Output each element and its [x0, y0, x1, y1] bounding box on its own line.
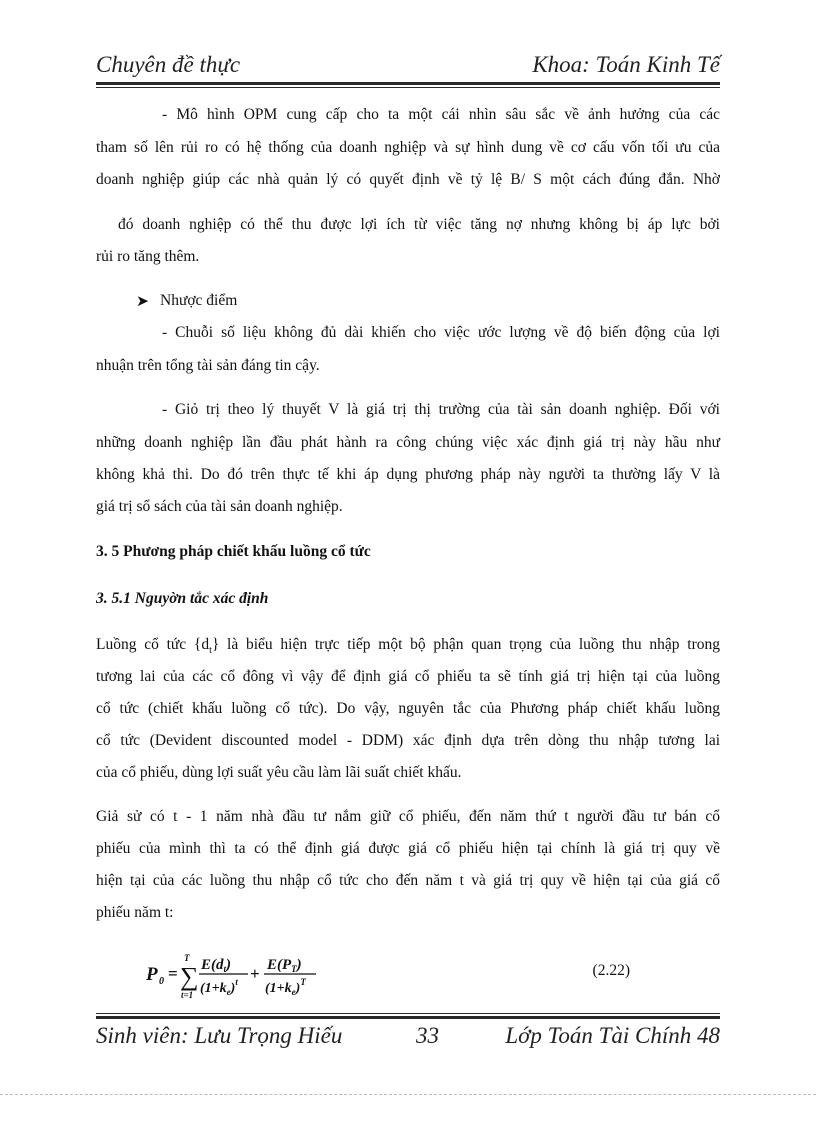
formula-term1-den: $(1+k_e)^t$	[200, 977, 238, 997]
text-line: - Giỏ trị theo lý thuyết V là giá trị thị trường của tài sản doanh nghiệp. Đối với	[162, 401, 720, 418]
footer-rule-thick	[96, 1016, 720, 1019]
text-line: của cổ phiếu, dùng lợi suất yêu cầu làm lãi suất chiết khấu.	[96, 764, 462, 781]
text-line: - Chuỗi số liệu không đủ dài khiến cho việc ước lượng về độ biến động của lợi	[162, 324, 720, 341]
text-line: tương lai của các cổ đông vì vậy để định giá cổ phiếu ta sẽ tính giá trị hiện tại của luồng	[96, 668, 720, 685]
text-line: phiếu của mình thì ta có thể định giá được giá cổ phiếu hiện tại chính là giá trị quy về	[96, 840, 720, 857]
page-number: 33	[416, 1023, 439, 1048]
header-rule-thin	[96, 87, 720, 88]
text-line: không khả thi. Do đó trên thực tế khi áp dụng phương pháp này người ta thường lấy V là	[96, 466, 720, 483]
formula-term2-num: $E(P_T)$	[267, 957, 302, 974]
text-line: cổ tức (Devident discounted model - DDM) xác định dựa trên dòng thu nhập tương lai	[96, 732, 720, 749]
footer-student-name: Sinh viên: Lưu Trọng Hiếu	[96, 1023, 343, 1048]
text-line: hiện tại của các luồng thu nhập cổ tức cho đến năm t và giá trị quy về hiện tại của giá cổ	[96, 872, 720, 889]
text-line: những doanh nghiệp lần đầu phát hành ra công chúng việc xác định giá trị này hầu như	[96, 434, 720, 451]
text-line: nhuận trên tổng tài sản đáng tin cậy.	[96, 357, 320, 374]
formula-graphic	[144, 946, 344, 1006]
text-line: đó doanh nghiệp có thể thu được lợi ích từ việc tăng nợ nhưng không bị áp lực bởi	[118, 216, 720, 233]
text-line: giá trị sổ sách của tài sản doanh nghiệp.	[96, 498, 343, 515]
page-header	[96, 48, 720, 80]
bullet-label: Nhược điểm	[160, 292, 238, 309]
text-line: doanh nghiệp giúp các nhà quản lý có quyết định về tỷ lệ B/ S một cách đúng đắn. Nhờ	[96, 171, 720, 188]
header-rule-thick	[96, 82, 720, 85]
equation-2-22	[144, 946, 720, 1006]
text-line: - Mô hình OPM cung cấp cho ta một cái nhìn sâu sắc về ảnh hưởng của các	[162, 106, 720, 123]
sigma-icon: ∑	[180, 962, 199, 991]
text-line: Luồng cổ tức $\{d_t\}$ là biểu hiện trực tiếp một bộ phận quan trọng của luồng thu nhập trong	[96, 636, 720, 657]
text-line: tham số lên rủi ro có hệ thống của doanh nghiệp và sự hình dung về cơ cấu vốn tối ưu của	[96, 139, 720, 156]
formula-plus: +	[250, 964, 260, 983]
text-line: phiếu năm t:	[96, 904, 174, 921]
subsection-heading: 3. 5.1 Nguyờn tắc xác định	[96, 590, 269, 607]
page-footer	[96, 1013, 720, 1053]
formula-term2-den: $(1+k_e)^T$	[265, 977, 306, 997]
equation-number: (2.22)	[592, 962, 630, 979]
page-boundary	[0, 1094, 816, 1095]
formula-lhs-sub: 0	[159, 976, 164, 987]
formula-sum-bottom: t=1	[181, 990, 194, 1000]
header-left-title: Chuyên đề thực	[96, 52, 241, 77]
footer-class-name: Lớp Toán Tài Chính 48	[505, 1023, 720, 1048]
text-line: cổ tức (chiết khấu luồng cổ tức). Do vậy, nguyên tắc của Phương pháp chiết khấu luồng	[96, 700, 720, 717]
footer-rule-thin	[96, 1013, 720, 1014]
formula-lhs: P	[146, 964, 158, 985]
section-heading: 3. 5 Phương pháp chiết khấu luồng cổ tức	[96, 543, 371, 560]
text-line: rủi ro tăng thêm.	[96, 248, 200, 265]
formula-equals: =	[168, 964, 178, 983]
header-right-faculty: Khoa: Toán Kinh Tế	[532, 52, 720, 77]
arrow-bullet-icon: ➤	[136, 293, 149, 310]
formula-term1-num: $E(d_t)$	[201, 957, 232, 974]
text-line: Giả sử có t - 1 năm nhà đầu tư nắm giữ cổ phiếu, đến năm thứ t người đầu tư bán cổ	[96, 808, 720, 825]
formula-sum-top: T	[184, 953, 190, 963]
